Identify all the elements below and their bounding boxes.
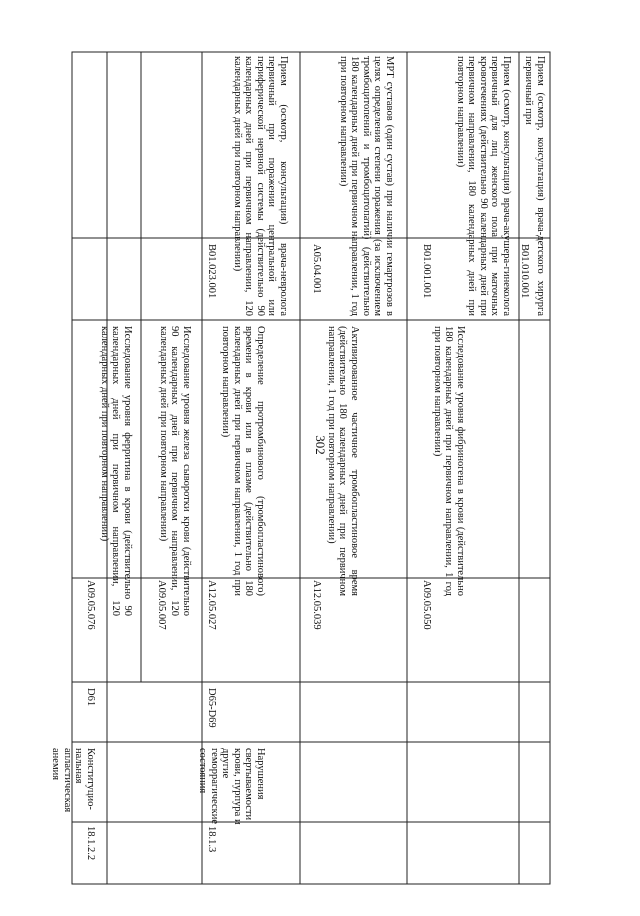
icd-code: D61 bbox=[85, 688, 96, 707]
service-code: A09.05.050 bbox=[421, 580, 432, 630]
row-number: 18.1.3 bbox=[206, 826, 217, 853]
consult-name: Прием (осмотр, консультация) врача-детского хирурга первичный при bbox=[523, 56, 546, 316]
service-code: A09.05.007 bbox=[156, 580, 167, 630]
service-name: Исследование уровня ферритина в крови (действительно 90 календарных дней при первичном направлении, 120 календарных дней при повторном направлении) bbox=[98, 326, 133, 616]
service-code: A12.05.027 bbox=[206, 580, 217, 630]
consult-code: B01.001.001 bbox=[421, 244, 432, 299]
consult-code: B01.010.001 bbox=[519, 244, 530, 299]
consult-code: B01.023.001 bbox=[206, 244, 217, 299]
disease-name: Нарушения свертываемости крови, пурпура и другие геморрагические состояния bbox=[197, 748, 266, 825]
disease-name: Конституцио- нальная апластическая анемия bbox=[50, 748, 96, 813]
service-code: A12.05.039 bbox=[311, 580, 322, 630]
service-name: Активированное частичное тромбопластиновое время (действительно 180 календарных дней при первичном направлении, 1 год при повторном направлении) bbox=[325, 326, 360, 596]
page-number: 302 bbox=[313, 435, 328, 455]
icd-code: D65-D69 bbox=[206, 688, 217, 728]
service-code: A09.05.076 bbox=[85, 580, 96, 630]
service-name: Исследование уровня фибриногена в крови (действительно 180 календарных дней при первичном направлении, 1 год при повторном направлении) bbox=[431, 326, 466, 596]
row-number: 18.1.2.2 bbox=[85, 826, 96, 861]
consult-code: A05.04.001 bbox=[311, 244, 322, 294]
service-name: Определение протромбинового (тромбопластинового) времени в крови или в плазме (действительно 180 календарных дней при первичном направлении, 1 год при повторном направлении) bbox=[220, 326, 266, 596]
consult-name: Прием (осмотр, консультация) врача-акушера-гинеколога первичный для лиц женского пола при маточных кровотечениях (действительно 90 календарных дней при первичном направлении, 180 календарных дней при повторном направлении) bbox=[454, 56, 512, 316]
consult-name: Прием (осмотр, консультация) врача-невролога первичный при поражении центральной или периферической нервной системы (действительно 90 календарных дней при первичном направлении, 120 календарных дней при повторном направлении) bbox=[231, 56, 289, 316]
consult-name: МРТ суставов (один сустав) при наличии гемартрозов в целях определения степени поражения (за исключением тромбоцитопений и тромбоцитопатий) (действительно 180 календарных дней при первичном направлении, 1 год при повторном направлении) bbox=[337, 56, 395, 316]
service-name: Исследование уровня железа сыворотки крови (действительно 90 календарных дней при первичном направлении, 120 календарных дней при повторном направлении) bbox=[157, 326, 192, 616]
